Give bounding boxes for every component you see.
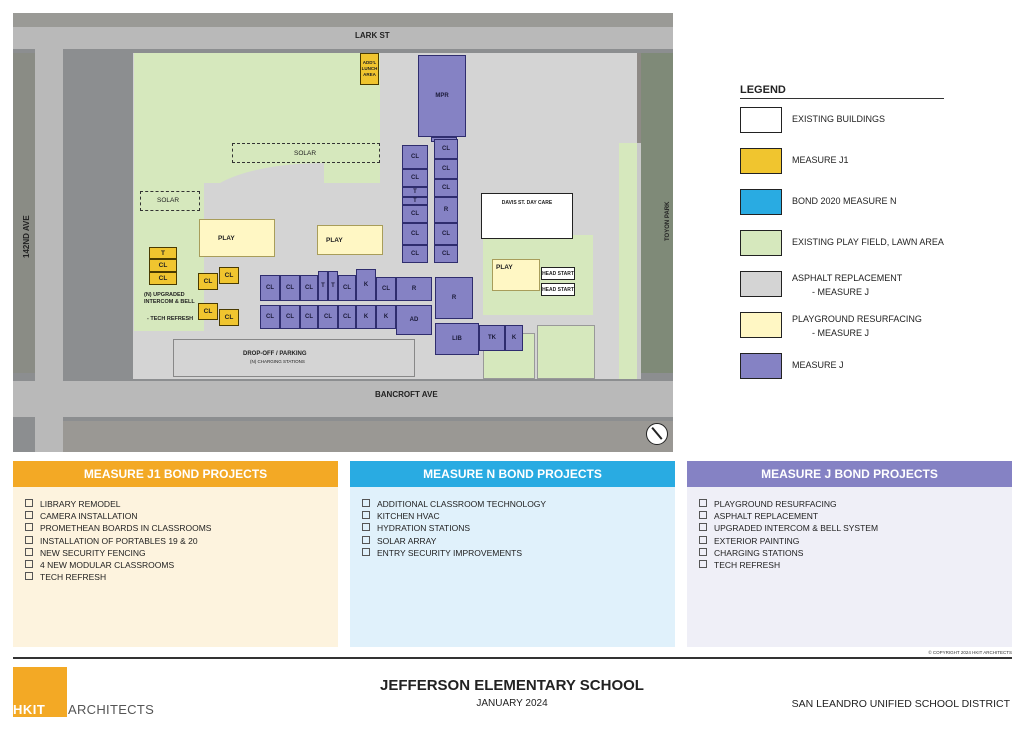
checkbox-icon <box>362 499 370 507</box>
lark-street <box>13 27 673 49</box>
admin-building: AD <box>396 305 432 335</box>
north-arrow-icon <box>646 423 668 445</box>
intercom-note: (N) UPGRADED INTERCOM & BELL <box>144 292 195 305</box>
room-a2: CL <box>402 169 428 187</box>
neighborhood-south <box>63 421 673 452</box>
project-item-label: 4 NEW MODULAR CLASSROOMS <box>40 560 175 571</box>
legend-title: LEGEND <box>740 84 786 96</box>
lunch-area: ADD'L LUNCH AREA <box>360 53 379 85</box>
portable-cl-5: CL <box>198 303 218 320</box>
daycare-building: DAVIS ST. DAY CARE <box>481 193 573 239</box>
project-item <box>699 510 878 522</box>
play-surface-1 <box>199 219 275 257</box>
project-item-label: CAMERA INSTALLATION <box>40 511 138 522</box>
room-a10: CL <box>402 223 428 245</box>
street-label-south: BANCROFT AVE <box>375 390 438 399</box>
portable-cl-1: CL <box>149 259 177 272</box>
project-item <box>25 522 211 534</box>
project-item-label: UPGRADED INTERCOM & BELL SYSTEM <box>714 523 879 534</box>
document-date: JANUARY 2024 <box>476 698 548 709</box>
panel-title: MEASURE J1 BOND PROJECTS <box>13 461 338 487</box>
room-b7: K <box>356 269 376 301</box>
checkbox-icon <box>699 523 707 531</box>
room-b6: CL <box>338 275 356 301</box>
drop-off-label: DROP-OFF / PARKING <box>243 351 307 357</box>
site-plan-map <box>13 13 673 452</box>
project-item <box>362 522 546 534</box>
project-item-label: PLAYGROUND RESURFACING <box>714 499 837 509</box>
project-item <box>25 535 211 547</box>
play-label-3: PLAY <box>496 264 513 271</box>
checkbox-icon <box>25 572 33 580</box>
room-a9: R <box>434 197 458 223</box>
legend-label: BOND 2020 MEASURE N <box>792 196 897 206</box>
room-c7: K <box>376 305 396 329</box>
project-item-label: EXTERIOR PAINTING <box>714 535 800 546</box>
library-building: LIB <box>435 323 479 355</box>
copyright-text: © COPYRIGHT 2024 HKIT ARCHITECTS <box>928 650 1012 655</box>
tech-refresh-note: - TECH REFRESH <box>147 316 194 322</box>
legend-divider <box>740 98 944 99</box>
checkbox-icon <box>25 560 33 568</box>
project-item-label: INSTALLATION OF PORTABLES 19 & 20 <box>40 535 198 546</box>
panel-title: MEASURE N BOND PROJECTS <box>350 461 675 487</box>
play-label-2: PLAY <box>326 237 343 244</box>
project-item-label: PROMETHEAN BOARDS IN CLASSROOMS <box>40 523 212 534</box>
project-panel <box>13 461 338 647</box>
lawn-south-2 <box>537 325 595 379</box>
room-b9: R <box>396 277 432 301</box>
room-tk: TK <box>479 325 505 351</box>
legend-label: MEASURE J1 <box>792 155 849 165</box>
project-item-label: LIBRARY REMODEL <box>40 499 121 509</box>
project-item-label: ASPHALT REPLACEMENT <box>714 511 819 522</box>
room-a1: CL <box>402 145 428 169</box>
lawn-east <box>619 143 637 379</box>
sidewalk-east <box>637 143 641 379</box>
checkbox-icon <box>25 499 33 507</box>
project-item <box>25 547 211 559</box>
legend-swatch <box>740 189 782 215</box>
project-item-label: KITCHEN HVAC <box>377 511 440 522</box>
checkbox-icon <box>699 499 707 507</box>
room-a7: T <box>402 197 428 205</box>
district-name: SAN LEANDRO UNIFIED SCHOOL DISTRICT <box>791 698 1010 710</box>
checkbox-icon <box>362 536 370 544</box>
school-title: JEFFERSON ELEMENTARY SCHOOL <box>380 677 644 694</box>
legend-swatch <box>740 148 782 174</box>
portable-cl-3: CL <box>198 273 218 290</box>
project-item <box>362 510 546 522</box>
legend-label: EXISTING PLAY FIELD, LAWN AREA <box>792 237 944 247</box>
portable-cl-4: CL <box>219 267 239 284</box>
project-item-label: CHARGING STATIONS <box>714 547 804 558</box>
room-d1: R <box>435 277 473 319</box>
neighborhood-west <box>13 53 35 373</box>
room-a4: CL <box>434 159 458 179</box>
checkbox-icon <box>699 560 707 568</box>
project-item <box>699 498 878 510</box>
checkbox-icon <box>362 548 370 556</box>
project-panel <box>687 461 1012 647</box>
checkbox-icon <box>25 523 33 531</box>
charging-label: (N) CHARGING STATIONS <box>250 359 305 364</box>
project-item <box>362 498 546 510</box>
bancroft-avenue <box>13 381 673 417</box>
room-c3: CL <box>300 305 318 329</box>
room-b3: CL <box>300 275 318 301</box>
legend-swatch <box>740 353 782 379</box>
legend-swatch <box>740 271 782 297</box>
drop-off-zone <box>173 339 415 377</box>
play-label-1: PLAY <box>218 235 235 242</box>
head-start-building-1: HEAD START <box>541 267 575 280</box>
legend-label: ASPHALT REPLACEMENT - MEASURE J <box>792 273 903 297</box>
play-field <box>134 53 380 183</box>
room-c4: CL <box>318 305 338 329</box>
room-k-south: K <box>505 325 523 351</box>
room-a12: CL <box>402 245 428 263</box>
legend-swatch <box>740 312 782 338</box>
checkbox-icon <box>25 511 33 519</box>
room-b2: CL <box>280 275 300 301</box>
room-c6: K <box>356 305 376 329</box>
project-item <box>699 547 878 559</box>
project-panel <box>350 461 675 647</box>
room-c5: CL <box>338 305 356 329</box>
portable-cl-6: CL <box>219 309 239 326</box>
project-item <box>699 522 878 534</box>
room-a8: CL <box>402 205 428 223</box>
legend-swatch <box>740 230 782 256</box>
project-item-label: TECH REFRESH <box>714 560 781 571</box>
project-list <box>362 498 546 559</box>
logo-architects-text: ARCHITECTS <box>68 702 155 717</box>
project-item <box>25 510 211 522</box>
project-item-label: HYDRATION STATIONS <box>377 523 471 534</box>
checkbox-icon <box>699 511 707 519</box>
room-a11: CL <box>434 223 458 245</box>
legend-label: MEASURE J <box>792 360 844 370</box>
logo-hkit-text: HKIT <box>13 702 46 717</box>
project-item <box>362 547 546 559</box>
room-b8: CL <box>376 277 396 301</box>
project-item-label: NEW SECURITY FENCING <box>40 547 146 558</box>
portable-cl-2: CL <box>149 272 177 285</box>
room-b5: T <box>328 271 338 301</box>
room-b1: CL <box>260 275 280 301</box>
project-item-label: SOLAR ARRAY <box>377 535 437 546</box>
neighborhood-north-left <box>13 13 673 27</box>
legend-label: PLAYGROUND RESURFACING - MEASURE J <box>792 314 922 338</box>
street-label-north: LARK ST <box>355 31 390 40</box>
room-b4: T <box>318 271 328 301</box>
project-item <box>25 498 211 510</box>
head-start-building-2: HEAD START <box>541 283 575 296</box>
room-c2: CL <box>280 305 300 329</box>
room-a3: CL <box>434 139 458 159</box>
142nd-avenue <box>35 27 63 452</box>
checkbox-icon <box>362 511 370 519</box>
room-c1: CL <box>260 305 280 329</box>
solar-label-2: SOLAR <box>157 197 180 204</box>
project-item <box>699 559 878 571</box>
project-item <box>699 535 878 547</box>
room-a6: T <box>402 187 428 197</box>
room-a5: CL <box>434 179 458 197</box>
legend-label: EXISTING BUILDINGS <box>792 114 886 124</box>
solar-label-1: SOLAR <box>294 150 317 157</box>
project-item-label: ADDITIONAL CLASSROOM TECHNOLOGY <box>377 499 547 509</box>
checkbox-icon <box>25 536 33 544</box>
project-item <box>25 571 211 583</box>
project-list <box>699 498 878 571</box>
project-item-label: ENTRY SECURITY IMPROVEMENTS <box>377 547 522 558</box>
footer-divider <box>13 657 1012 659</box>
room-a13: CL <box>434 245 458 263</box>
street-label-west: 142ND AVE <box>22 215 31 258</box>
checkbox-icon <box>362 523 370 531</box>
project-list <box>25 498 211 583</box>
panel-title: MEASURE J BOND PROJECTS <box>687 461 1012 487</box>
project-item-label: TECH REFRESH <box>40 572 107 583</box>
portable-t: T <box>149 247 177 259</box>
legend-swatch <box>740 107 782 133</box>
mpr-building: MPR <box>418 55 466 137</box>
street-label-east: TOYON PARK <box>665 201 671 241</box>
checkbox-icon <box>699 536 707 544</box>
checkbox-icon <box>699 548 707 556</box>
checkbox-icon <box>25 548 33 556</box>
project-item <box>362 535 546 547</box>
project-item <box>25 559 211 571</box>
